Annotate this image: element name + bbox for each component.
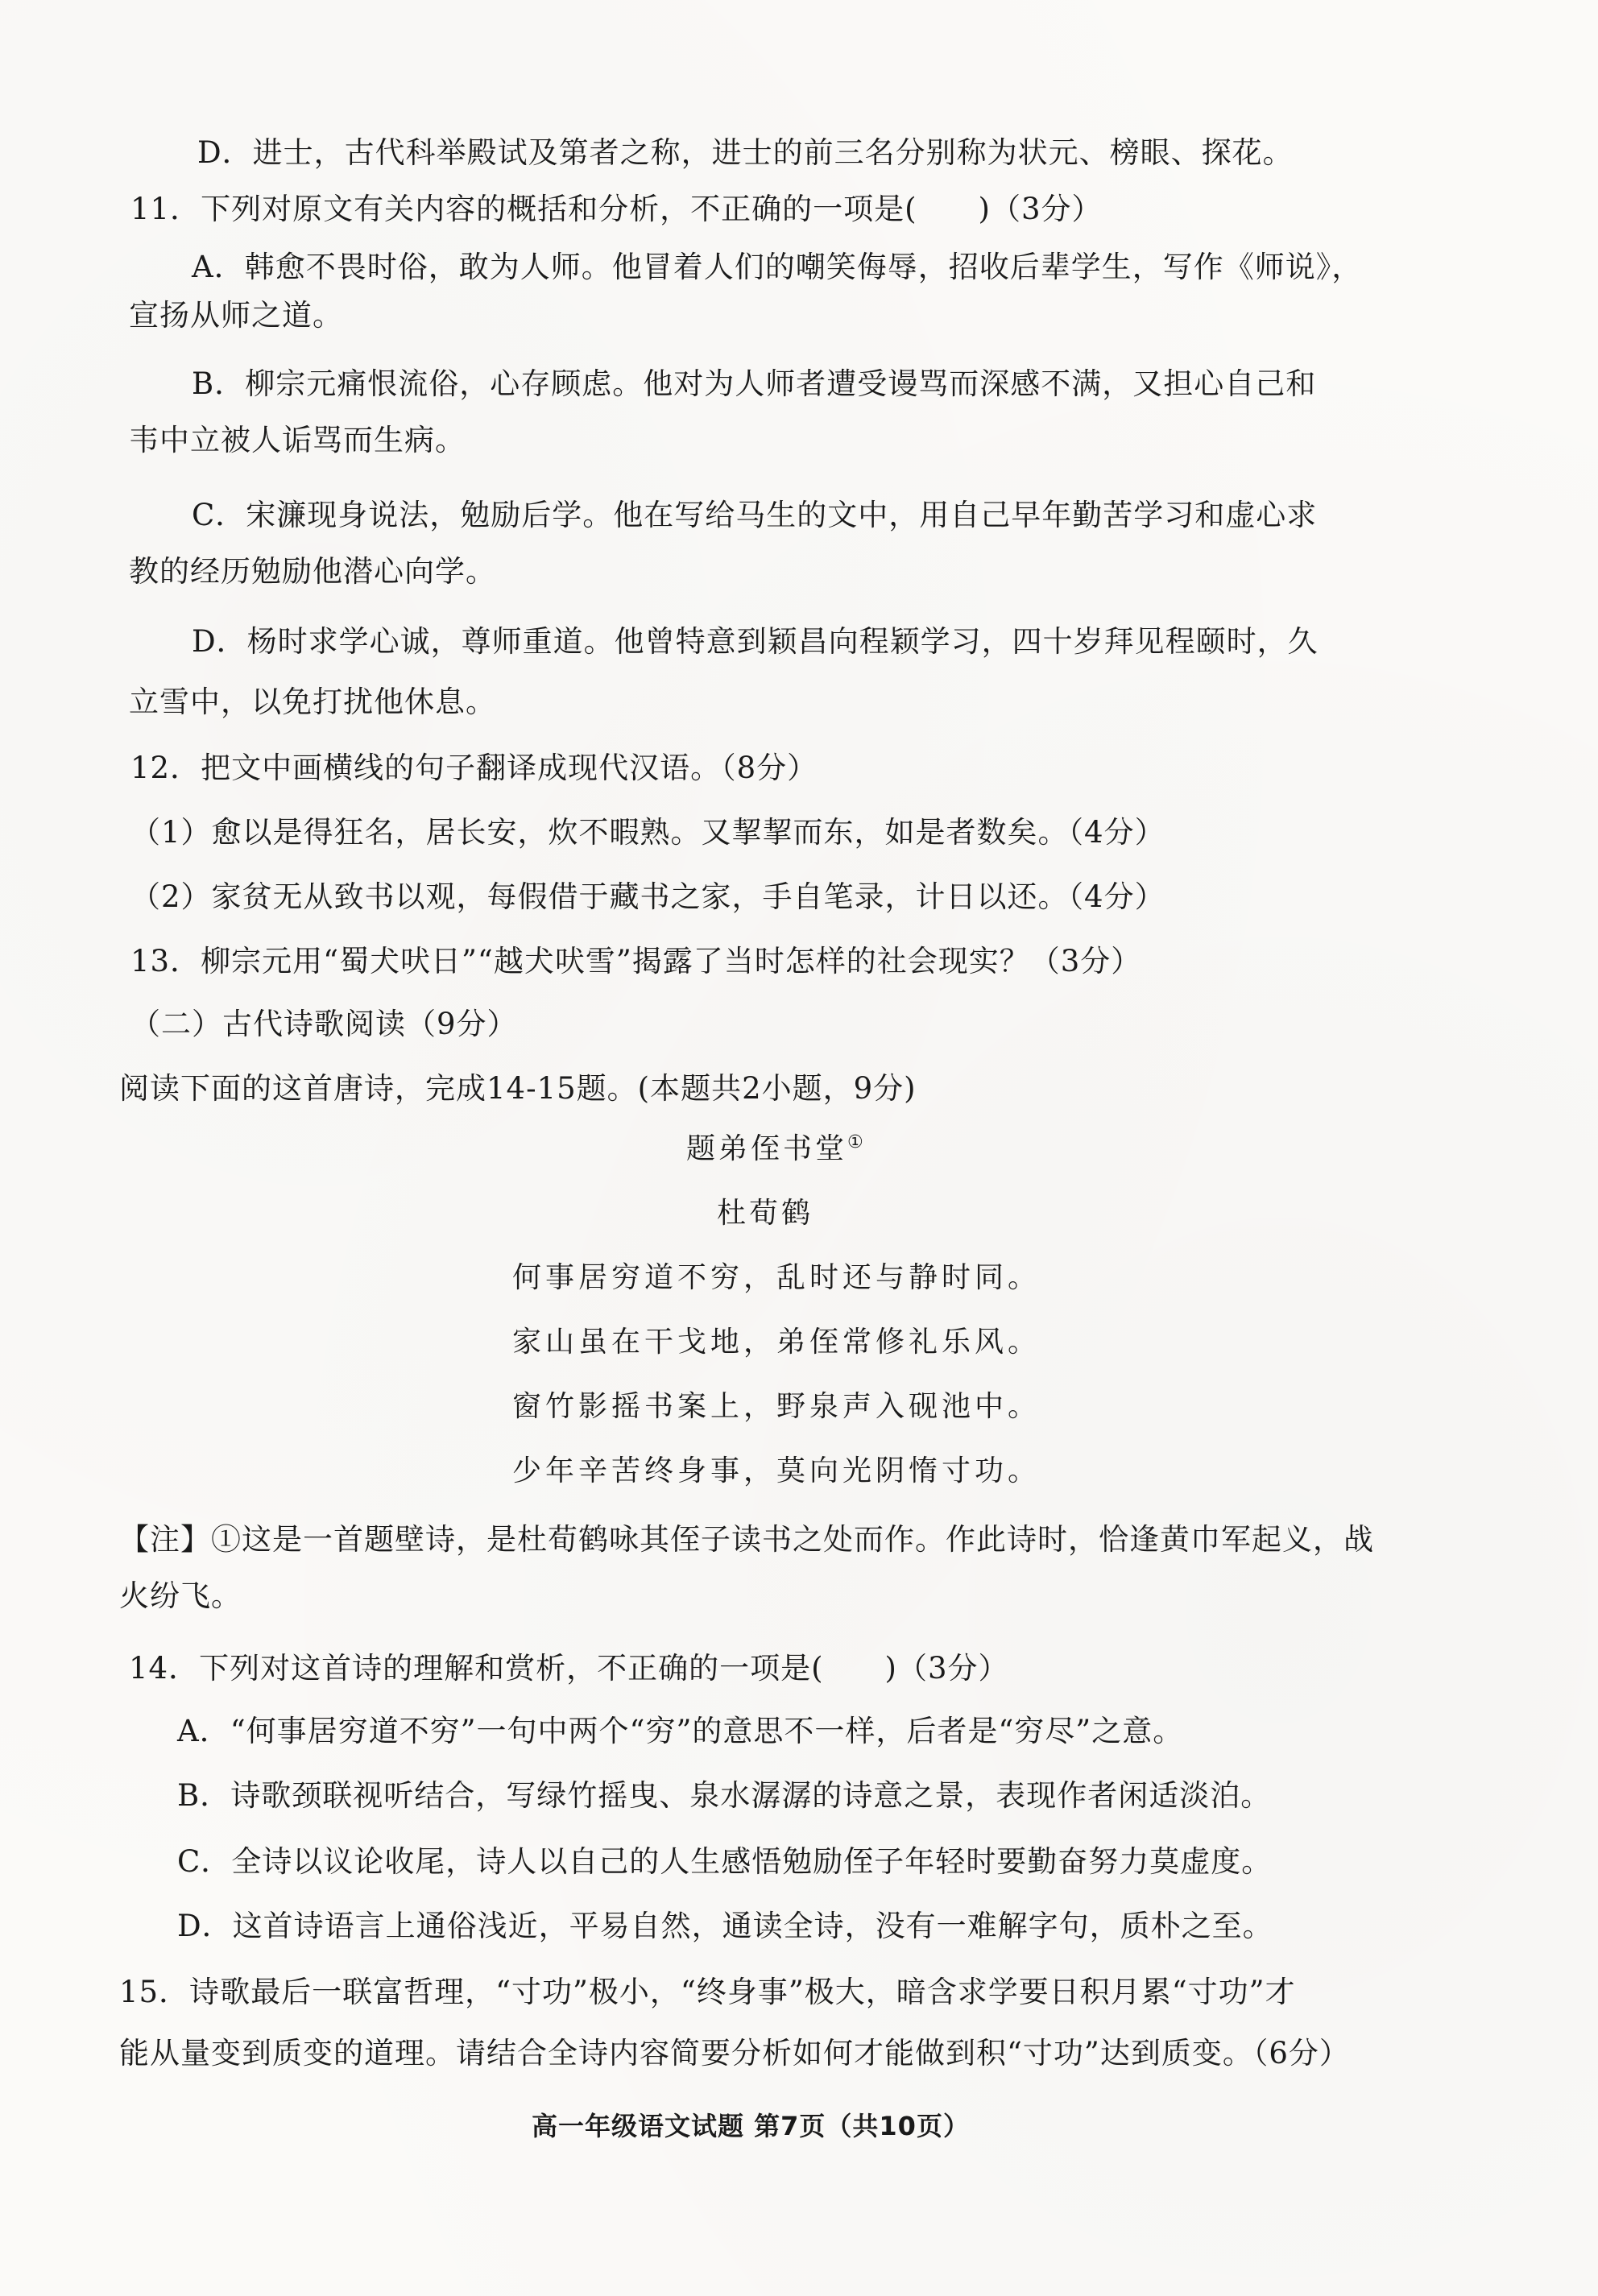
q11-option-d-line1: D．杨时求学心诚，尊师重道。他曾特意到颖昌向程颖学习，四十岁拜见程颐时，久 — [192, 624, 1319, 659]
poem-line-4: 少年辛苦终身事，莫向光阴惰寸功。 — [512, 1454, 1041, 1487]
q11-option-c-line1: C．宋濂现身说法，勉励后学。他在写给马生的文中，用自己早年勤苦学习和虚心求 — [192, 498, 1318, 532]
q12-stem: 12．把文中画横线的句子翻译成现代汉语。（8分） — [130, 751, 818, 785]
section-2-heading: （二）古代诗歌阅读（9分） — [130, 1007, 518, 1041]
poem-line-1: 何事居穷道不穷，乱时还与静时同。 — [512, 1261, 1041, 1294]
q11-option-b-line1: B．柳宗元痛恨流俗，心存顾虑。他对为人师者遭受谩骂而深感不满，又担心自己和 — [192, 366, 1317, 401]
poem-line-3: 窗竹影摇书案上，野泉声入砚池中。 — [512, 1390, 1041, 1423]
q12-sentence-1: （1）愈以是得狂名，居长安，炊不暇熟。又挈挈而东，如是者数矣。（4分） — [130, 815, 1165, 850]
q15-line1: 15．诗歌最后一联富哲理，“寸功”极小，“终身事”极大，暗含求学要日积月累“寸功”才 — [119, 1975, 1296, 2009]
poem-title-text: 题弟侄书堂 — [686, 1132, 848, 1165]
poem-note-line1: 【注】①这是一首题壁诗，是杜荀鹤咏其侄子读书之处而作。作此诗时，恰逢黄巾军起义，战 — [119, 1522, 1374, 1557]
q11-stem: 11．下列对原文有关内容的概括和分析，不正确的一项是( )（3分） — [130, 192, 1103, 226]
q13-stem: 13．柳宗元用“蜀犬吠日”“越犬吠雪”揭露了当时怎样的社会现实？（3分） — [130, 944, 1142, 978]
poem-title-note-marker: ① — [847, 1132, 863, 1152]
q14-option-a: A．“何事居穷道不穷”一句中两个“穷”的意思不一样，后者是“穷尽”之意。 — [177, 1714, 1184, 1748]
q10-option-d: D．进士，古代科举殿试及第者之称，进士的前三名分别称为状元、榜眼、探花。 — [197, 135, 1294, 170]
q11-option-a-line2: 宣扬从师之道。 — [129, 298, 343, 333]
q11-option-c-line2: 教的经历勉励他潜心向学。 — [129, 554, 496, 589]
q14-stem: 14．下列对这首诗的理解和赏析，不正确的一项是( )（3分） — [129, 1651, 1009, 1686]
q15-line2: 能从量变到质变的道理。请结合全诗内容简要分析如何才能做到积“寸功”达到质变。（6分） — [119, 2036, 1350, 2071]
q14-option-c: C．全诗以议论收尾，诗人以自己的人生感悟勉励侄子年轻时要勤奋努力莫虚度。 — [177, 1844, 1273, 1879]
poem-title — [686, 1131, 863, 1166]
q14-option-b: B．诗歌颈联视听结合，写绿竹摇曳、泉水潺潺的诗意之景，表现作者闲适淡泊。 — [177, 1778, 1272, 1813]
poem-note-line2: 火纷飞。 — [119, 1578, 242, 1613]
section-2-instruction: 阅读下面的这首唐诗，完成14-15题。(本题共2小题，9分) — [119, 1071, 917, 1106]
q11-option-a-line1: A．韩愈不畏时俗，敢为人师。他冒着人们的嘲笑侮辱，招收后辈学生，写作《师说》， — [192, 250, 1363, 284]
q11-option-b-line2: 韦中立被人诟骂而生病。 — [129, 423, 466, 457]
page-footer: 高一年级语文试题 第7页（共10页） — [532, 2111, 970, 2141]
poem-author: 杜荀鹤 — [717, 1197, 814, 1230]
q14-option-d: D．这首诗语言上通俗浅近，平易自然，通读全诗，没有一难解字句，质朴之至。 — [177, 1909, 1273, 1943]
poem-line-2: 家山虽在干戈地，弟侄常修礼乐风。 — [512, 1326, 1041, 1359]
q11-option-d-line2: 立雪中，以免打扰他休息。 — [129, 685, 496, 719]
q12-sentence-2: （2）家贫无从致书以观，每假借于藏书之家，手自笔录，计日以还。（4分） — [130, 879, 1165, 914]
